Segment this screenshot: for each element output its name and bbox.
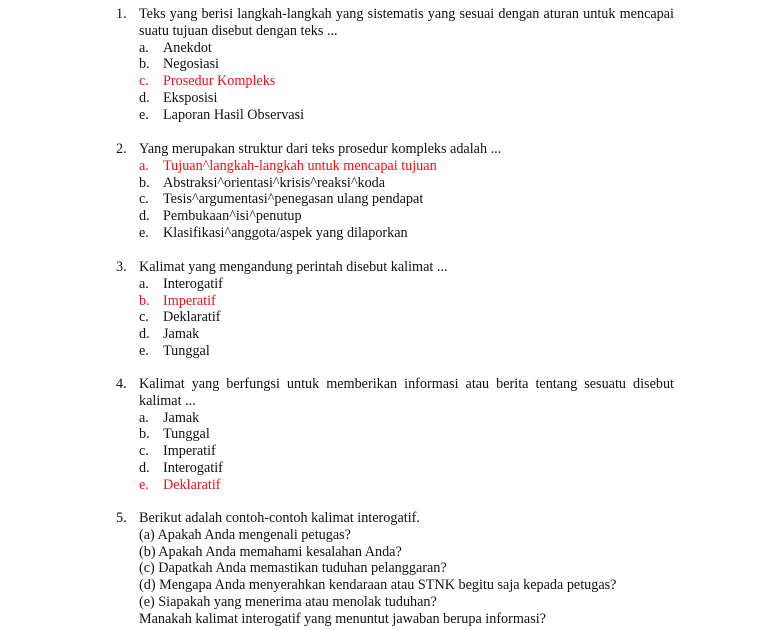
example-b: (b) Apakah Anda memahami kesalahan Anda?: [139, 543, 402, 560]
question-3: [116, 259, 674, 360]
option-list: [139, 276, 674, 360]
option-text: Tujuan^langkah-langkah untuk mencapai tujuan: [163, 157, 437, 174]
option-a: [139, 276, 674, 293]
option-letter: d.: [139, 326, 150, 343]
option-list: [139, 410, 674, 494]
option-text: Prosedur Kompleks: [163, 73, 276, 90]
option-a: [139, 40, 674, 57]
question-5: [116, 510, 674, 628]
example-a: (a) Apakah Anda mengenali petugas?: [139, 526, 351, 543]
question-number: 2.: [116, 141, 127, 157]
option-letter: b.: [139, 56, 150, 73]
option-letter: e.: [139, 224, 149, 241]
option-letter: e.: [139, 106, 149, 123]
option-letter: e.: [139, 476, 149, 493]
option-text: Tunggal: [163, 342, 210, 359]
option-c: [139, 309, 674, 326]
option-b-correct: [139, 293, 674, 310]
option-text: Negosiasi: [163, 56, 219, 73]
option-text: Jamak: [163, 326, 200, 343]
option-list: [139, 40, 674, 124]
question-number: 1.: [116, 6, 127, 22]
question-4: [116, 376, 674, 494]
option-list: [139, 158, 674, 242]
option-e: [139, 343, 674, 360]
option-text: Tunggal: [163, 426, 210, 443]
option-text: Jamak: [163, 409, 200, 426]
question-2: [116, 141, 674, 242]
option-letter: b.: [139, 426, 150, 443]
option-text: Abstraksi^orientasi^krisis^reaksi^koda: [163, 174, 386, 191]
option-letter: a.: [139, 157, 149, 174]
example-c: (c) Dapatkah Anda memastikan tuduhan pelanggaran?: [139, 560, 447, 577]
option-letter: b.: [139, 174, 150, 191]
option-text: Interogatif: [163, 275, 223, 292]
question-text: Teks yang berisi langkah-langkah yang sistematis yang sesuai dengan aturan untuk mencapai suatu tujuan disebut dengan teks ...: [139, 6, 674, 39]
option-text: Deklaratif: [163, 309, 221, 326]
option-c: [139, 443, 674, 460]
option-c-correct: [139, 73, 674, 90]
option-d: [139, 460, 674, 477]
question-number: 5.: [116, 510, 127, 526]
option-d: [139, 208, 674, 225]
option-c: [139, 191, 674, 208]
option-b: [139, 175, 674, 192]
question-text: Berikut adalah contoh-contoh kalimat interogatif.: [139, 510, 420, 526]
option-text: Pembukaan^isi^penutup: [163, 208, 302, 225]
question-prompt: Manakah kalimat interogatif yang menuntut jawaban berupa informasi?: [139, 610, 546, 627]
example-d: (d) Mengapa Anda menyerahkan kendaraan atau STNK begitu saja kepada petugas?: [139, 577, 617, 594]
option-letter: d.: [139, 208, 150, 225]
question-text: Kalimat yang berfungsi untuk memberikan informasi atau berita tentang sesuatu disebut kalimat ...: [139, 376, 674, 409]
option-letter: d.: [139, 459, 150, 476]
option-letter: d.: [139, 89, 150, 106]
option-b: [139, 426, 674, 443]
option-text: Deklaratif: [163, 476, 221, 493]
example-e: (e) Siapakah yang menerima atau menolak tuduhan?: [139, 593, 437, 610]
option-text: Tesis^argumentasi^penegasan ulang pendapat: [163, 191, 424, 208]
option-text: Imperatif: [163, 443, 216, 460]
question-1: [116, 6, 674, 124]
question-text: Kalimat yang mengandung perintah disebut kalimat ...: [139, 259, 448, 275]
option-a-correct: [139, 158, 674, 175]
option-d: [139, 90, 674, 107]
option-letter: c.: [139, 191, 149, 208]
option-text: Klasifikasi^anggota/aspek yang dilaporkan: [163, 224, 408, 241]
question-text: Yang merupakan struktur dari teks prosedur kompleks adalah ...: [139, 141, 502, 157]
option-letter: a.: [139, 275, 149, 292]
option-e-correct: [139, 477, 674, 494]
option-e: [139, 225, 674, 242]
option-letter: a.: [139, 39, 149, 56]
option-text: Anekdot: [163, 39, 212, 56]
option-b: [139, 56, 674, 73]
question-number: 3.: [116, 259, 127, 275]
option-letter: b.: [139, 292, 150, 309]
option-text: Eksposisi: [163, 89, 218, 106]
option-letter: a.: [139, 409, 149, 426]
option-e: [139, 107, 674, 124]
option-d: [139, 326, 674, 343]
option-letter: c.: [139, 443, 149, 460]
option-letter: c.: [139, 309, 149, 326]
option-a: [139, 410, 674, 427]
option-text: Imperatif: [163, 292, 216, 309]
option-text: Laporan Hasil Observasi: [163, 106, 305, 123]
option-letter: e.: [139, 342, 149, 359]
option-text: Interogatif: [163, 459, 223, 476]
option-letter: c.: [139, 73, 149, 90]
question-number: 4.: [116, 376, 127, 392]
